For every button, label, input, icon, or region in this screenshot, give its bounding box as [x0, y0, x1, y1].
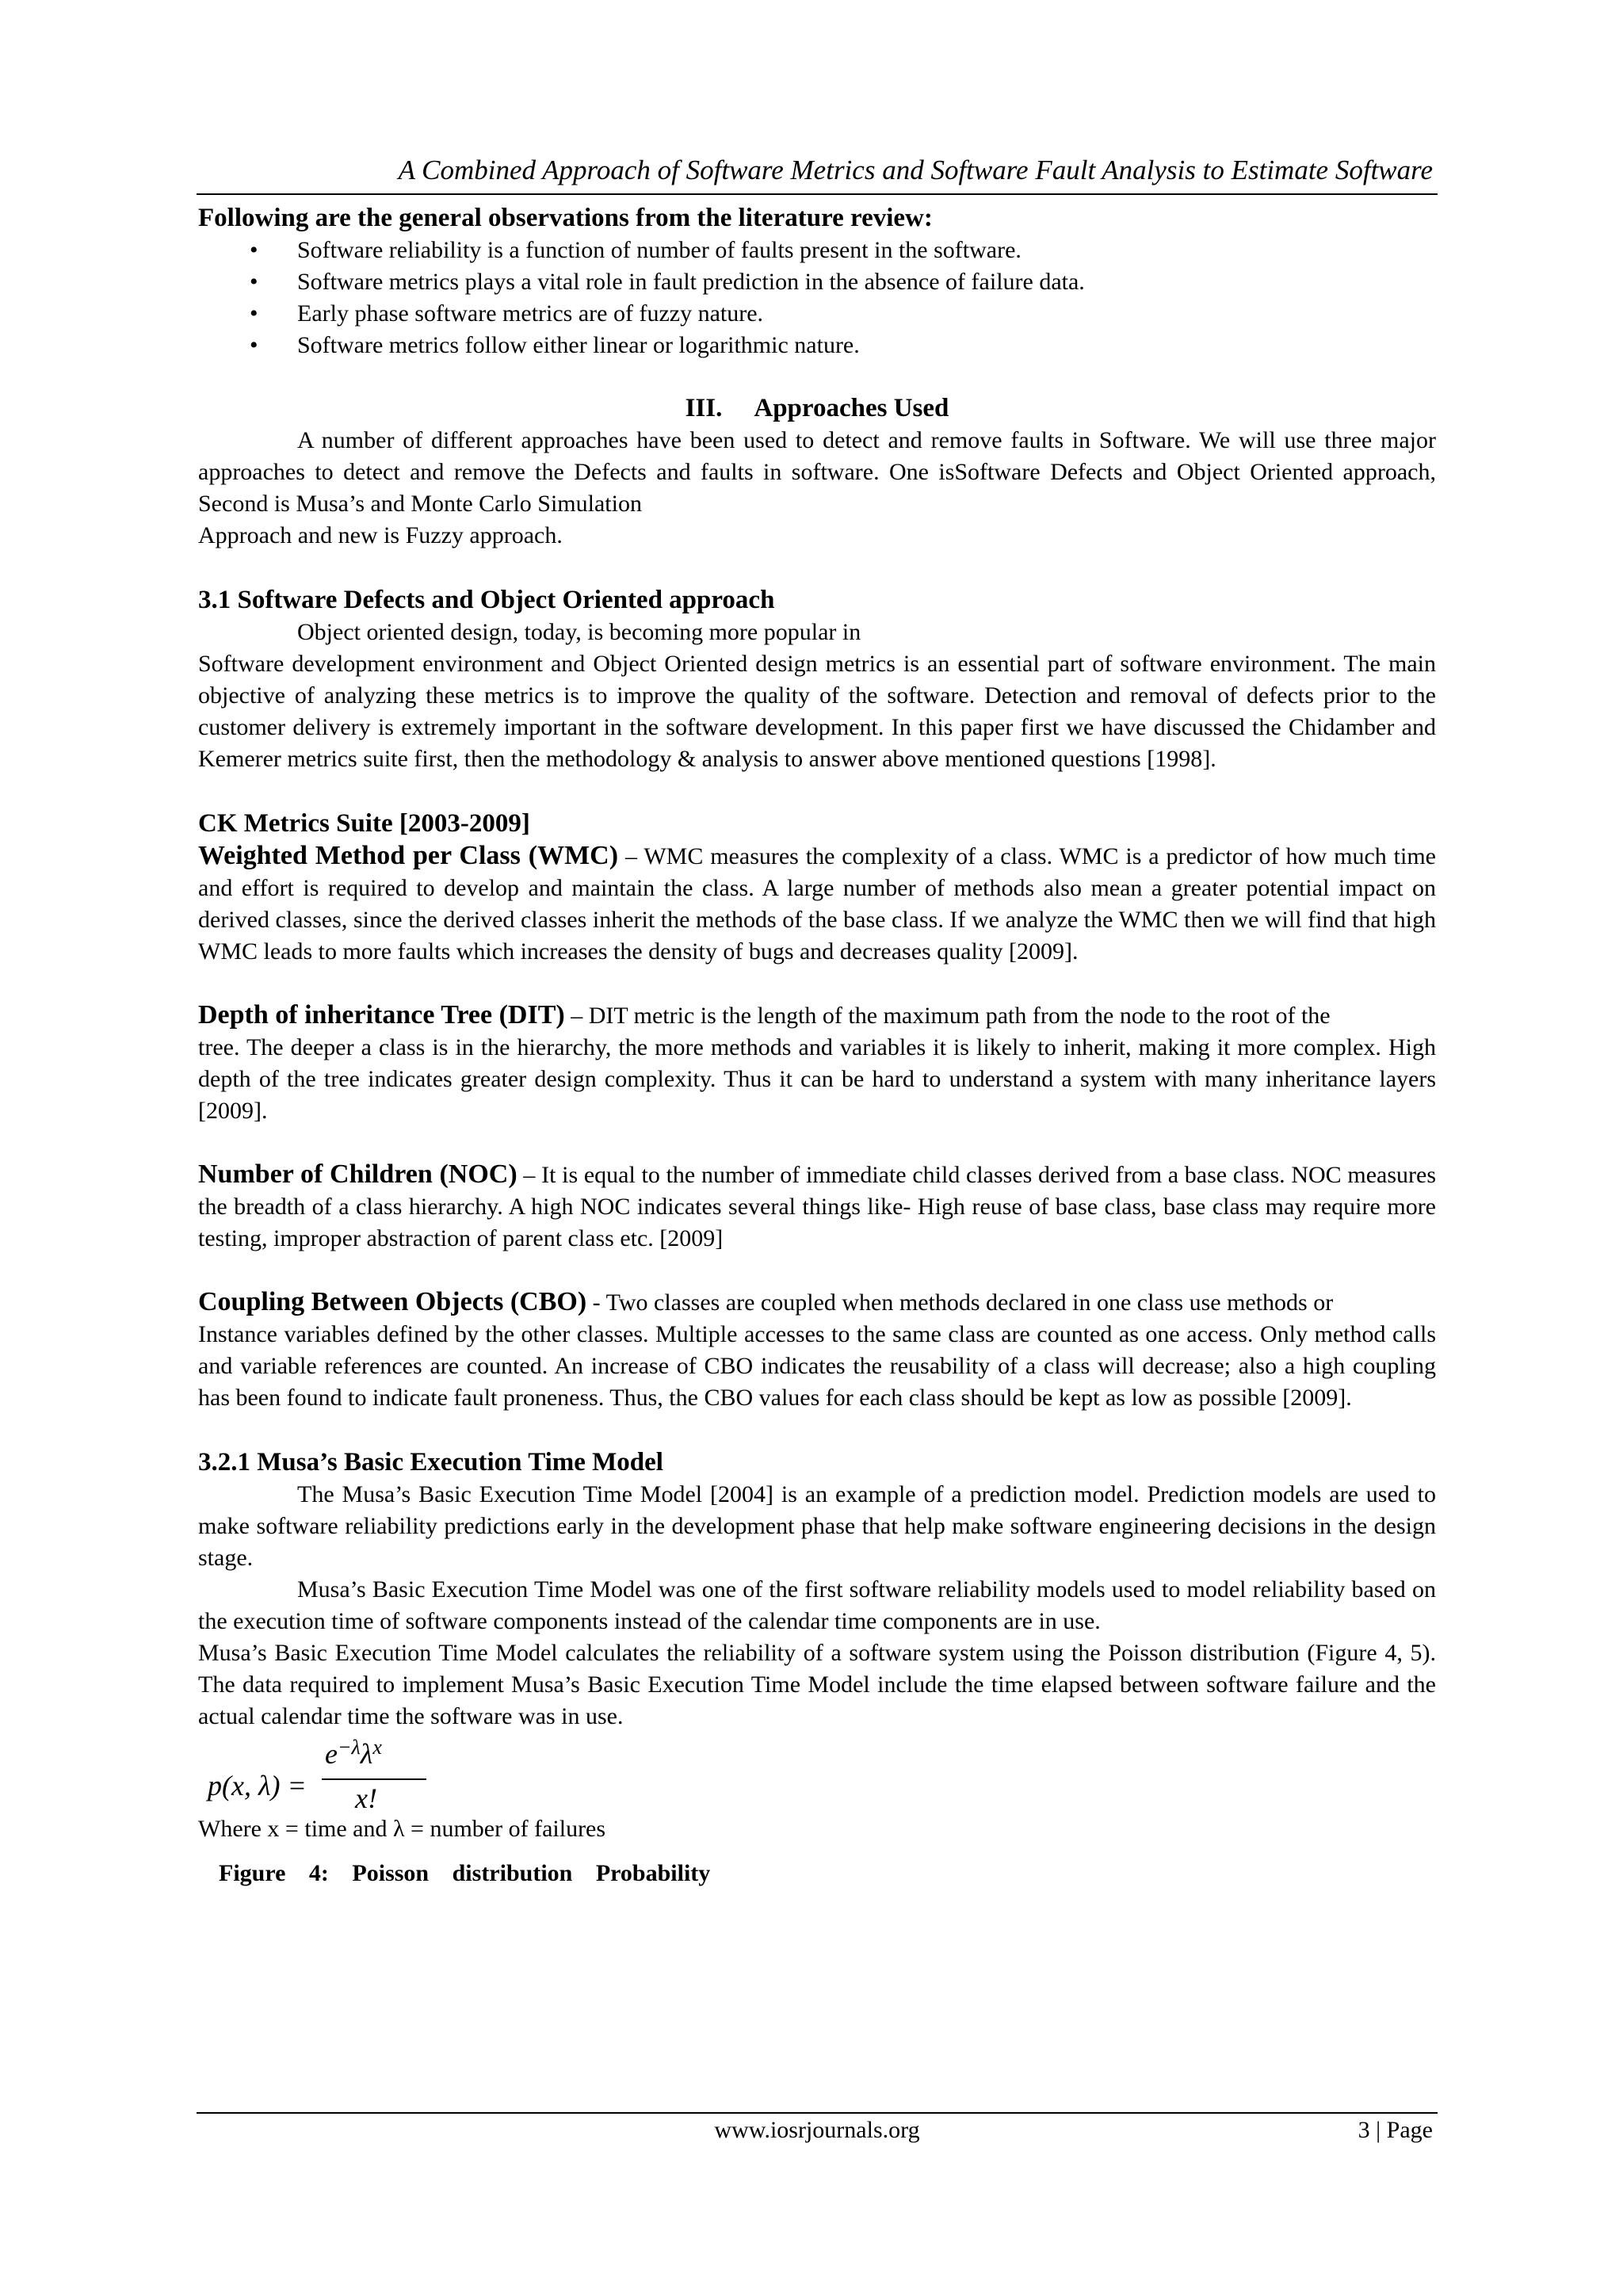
page-number: 3 | Page	[1358, 2117, 1433, 2143]
section-heading-3-1: 3.1 Software Defects and Object Oriented approach	[198, 586, 775, 614]
paragraph: Software development environment and Object Oriented design metrics is an essential part of software environment. The main objective of analyzing these metrics is to improve the quality of the software. Detection and removal of defects prior to the customer delivery is extremely important in the software development. In this paper first we have discussed the Chidamber and Kemerer metrics suite first, then the methodology & analysis to answer above mentioned questions [1998].	[198, 651, 1436, 772]
running-title: A Combined Approach of Software Metrics and Software Fault Analysis to Estimate Software	[398, 155, 1433, 185]
cbo-paragraph: Coupling Between Objects (CBO) - Two classes are coupled when methods declared in one class use methods or	[198, 1287, 1334, 1316]
paragraph: Object oriented design, today, is becoming more popular in	[297, 619, 861, 645]
ck-suite-heading: CK Metrics Suite [2003-2009]	[198, 809, 530, 838]
list-item: • Software reliability is a function of number of faults present in the software.	[250, 237, 1022, 263]
footer-rule	[197, 2112, 1438, 2114]
dit-paragraph: Depth of inheritance Tree (DIT) – DIT metric is the length of the maximum path from the node to the root of the	[198, 1000, 1331, 1030]
page-content	[198, 151, 1436, 1889]
wmc-term: Weighted Method per Class (WMC)	[198, 841, 619, 870]
equation-where: Where x = time and λ = number of failures	[198, 1816, 606, 1842]
noc-paragraph: Number of Children (NOC) – It is equal to the number of immediate child classes derived from a base class. NOC measures the breadth of a class hierarchy. A high NOC indicates several things like- High reuse of base class, base class may require more testing, improper abstraction of parent class etc. [2009]	[198, 1159, 1437, 1251]
cbo-term: Coupling Between Objects (CBO)	[198, 1287, 587, 1316]
wmc-paragraph: Weighted Method per Class (WMC) – WMC measures the complexity of a class. WMC is a predictor of how much time and effort is required to develop and maintain the class. A large number of methods also mean a greater potential impact on derived classes, since the derived classes inherit the methods of the base class. If we analyze the WMC then we will find that high WMC leads to more faults which increases the density of bugs and decreases quality [2009].	[198, 841, 1436, 965]
section-heading-3: III. Approaches Used	[685, 394, 949, 422]
observations-heading: Following are the general observations from the literature review:	[198, 204, 933, 232]
paragraph: Approach and new is Fuzzy approach.	[198, 522, 563, 548]
paragraph: tree. The deeper a class is in the hierarchy, the more methods and variables it is likely to inherit, making it more complex. High depth of the tree indicates greater design complexity. Thus it can be hard to understand a system with many inheritance layers [2009].	[198, 1034, 1436, 1124]
list-item: • Software metrics follow either linear or logarithmic nature.	[250, 332, 860, 358]
list-item: • Early phase software metrics are of fuzzy nature.	[250, 300, 764, 327]
dit-term: Depth of inheritance Tree (DIT)	[198, 1000, 565, 1030]
fraction-bar	[322, 1778, 426, 1780]
paragraph: Instance variables defined by the other classes. Multiple accesses to the same class are counted as one access. Only method calls and variable references are counted. An increase of CBO indicates the reusability of a class will decrease; also a high coupling has been found to indicate fault proneness. Thus, the CBO values for each class should be kept as low as possible [2009].	[198, 1321, 1436, 1411]
observations-list	[198, 235, 1436, 361]
paragraph: Musa’s Basic Execution Time Model was one of the first software reliability models used to model reliability based on the execution time of software components instead of the calendar time components are in use.	[198, 1576, 1436, 1634]
equation-numerator: $e^{-\lambda}\lambda^x$	[325, 1736, 382, 1770]
paragraph: The Musa’s Basic Execution Time Model [2004] is an example of a prediction model. Prediction models are used to make software reliability predictions early in the development phase that help make software engineering decisions in the design stage.	[198, 1481, 1436, 1571]
paragraph: Musa’s Basic Execution Time Model calculates the reliability of a software system using the Poisson distribution (Figure 4, 5). The data required to implement Musa’s Basic Execution Time Model include the time elapsed between software failure and the actual calendar time the software was in use.	[198, 1640, 1436, 1729]
equation-lhs: p(x, λ) =	[208, 1770, 307, 1801]
paragraph: A number of different approaches have been used to detect and remove faults in Software. We will use three major approaches to detect and remove the Defects and faults in software. One isSoftware Defects and Object Oriented approach, Second is Musa’s and Monte Carlo Simulation	[198, 427, 1436, 517]
equation-denominator: x!	[355, 1782, 377, 1814]
list-item: • Software metrics plays a vital role in fault prediction in the absence of failure data.	[250, 269, 1085, 295]
section-heading-3-2-1: 3.2.1 Musa’s Basic Execution Time Model	[198, 1448, 663, 1477]
poisson-equation	[198, 1737, 1436, 1813]
header-rule	[197, 193, 1438, 195]
figure-caption: Figure 4: Poisson distribution Probability	[219, 1860, 711, 1886]
journal-site: www.iosrjournals.org	[714, 2117, 920, 2143]
noc-term: Number of Children (NOC)	[198, 1159, 517, 1189]
